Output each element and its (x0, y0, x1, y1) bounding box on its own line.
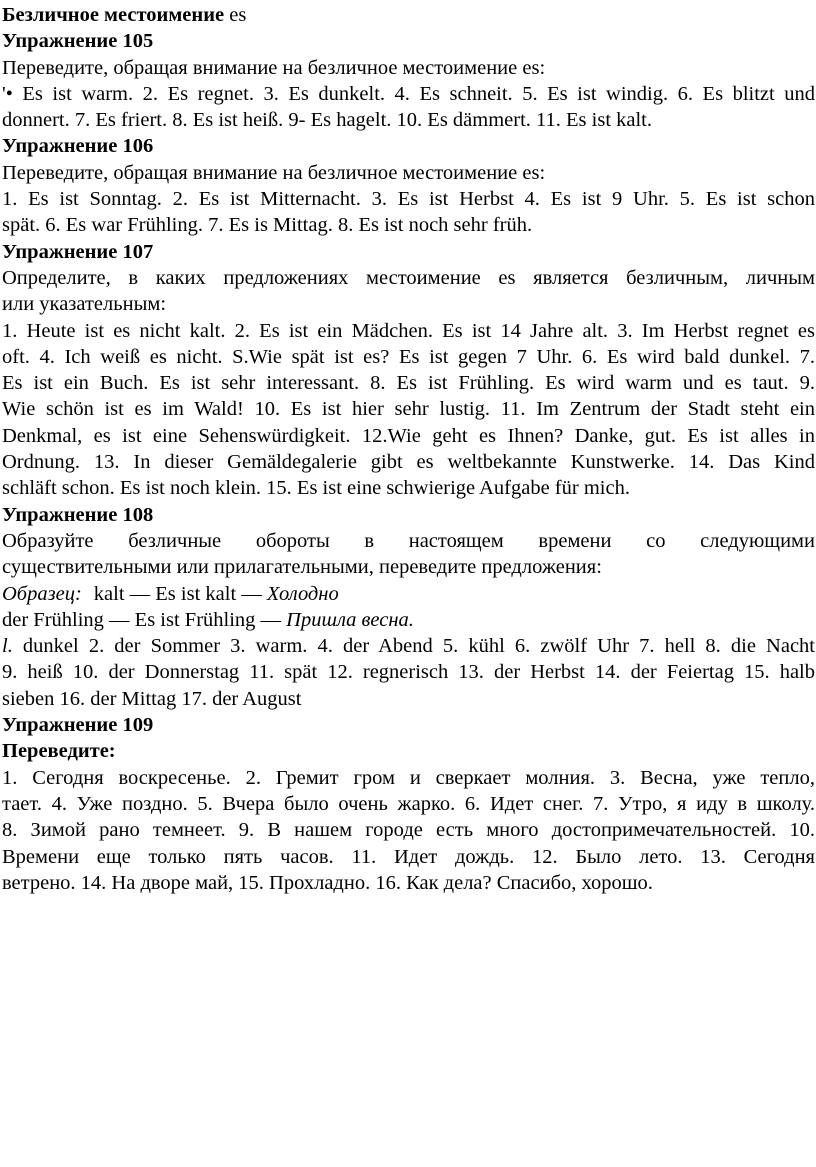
ex107-heading: Упражнение 107 (2, 240, 154, 263)
ex108-sample-line (2, 581, 815, 607)
ex109-text-line: Времени еще только пять часов. 11. Идет дождь. 12. Было лето. 13. Сегодня (2, 845, 815, 868)
ex108-sample-label: Образец: (2, 582, 82, 605)
title-bold: Безличное местоимение (2, 4, 225, 26)
ex106-text-line: spät. 6. Es war Frühling. 7. Es is Mittag. 8. Es ist noch sehr früh. (2, 214, 533, 237)
ex105-text-line: donnert. 7. Es friert. 8. Es ist heiß. 9- Es hagelt. 10. Es dämmert. 11. Es ist kalt. (2, 109, 653, 132)
ex108-heading: Упражнение 108 (2, 503, 154, 526)
ex107-text-line: Wie schön ist es im Wald! 10. Es ist hier sehr lustig. 11. Im Zentrum der Stadt steht ein (2, 398, 815, 421)
ex108-instruction: Образуйте безличные обороты в настоящем времени со следующими (2, 529, 815, 552)
ex108-sample-russian: Холодно (266, 582, 339, 605)
ex109-text-line: ветрено. 14. На дворе май, 15. Прохладно. 16. Как дела? Спасибо, хорошо. (2, 871, 653, 894)
ex107-text-line: 1. Heute ist es nicht kalt. 2. Es ist ein Mädchen. Es ist 14 Jahre alt. 3. Im Herbst regnet es (2, 319, 815, 342)
ex105-text-line: '• Es ist warm. 2. Es regnet. 3. Es dunkelt. 4. Es schneit. 5. Es ist windig. 6. Es blitzt und (2, 82, 815, 105)
ex108-list-text: dunkel 2. der Sommer 3. warm. 4. der Abend 5. kühl 6. zwölf Uhr 7. hell 8. die Nacht (12, 635, 815, 658)
ex109-text-line: 1. Сегодня воскресенье. 2. Гремит гром и сверкает молния. 3. Весна, уже тепло, (2, 766, 815, 789)
ex108-instruction: существительными или прилагательными, переведите предложения: (2, 556, 602, 579)
ex106-text-line: 1. Es ist Sonntag. 2. Es ist Mitternacht. 3. Es ist Herbst 4. Es ist 9 Uhr. 5. Es ist schon (2, 188, 815, 211)
ex107-instruction: Определите, в каких предложениях местоимение es является безличным, личным (2, 266, 815, 289)
ex108-list-line: sieben 16. der Mittag 17. der August (2, 687, 302, 710)
ex109-heading: Упражнение 109 (2, 714, 154, 737)
page-title (2, 2, 815, 28)
ex105-heading: Упражнение 105 (2, 30, 154, 53)
ex108-list-line (2, 633, 815, 659)
ex108-list-line: 9. heiß 10. der Donnerstag 11. spät 12. regnerisch 13. der Herbst 14. der Feiertag 15. halb (2, 661, 815, 684)
ex106-heading: Упражнение 106 (2, 135, 154, 158)
ex107-instruction: или указательным: (2, 293, 167, 316)
ex108-sample-russian: Пришла весна. (286, 608, 414, 631)
ex107-text-line: oft. 4. Ich weiß es nicht. S.Wie spät ist es? Es ist gegen 7 Uhr. 6. Es wird bald dunkel. 7. (2, 345, 815, 368)
ex107-text-line: Ordnung. 13. In dieser Gemäldegalerie gibt es weltbekannte Kunstwerke. 14. Das Kind (2, 451, 815, 474)
title-plain: es (224, 4, 247, 26)
ex109-subheading: Переведите: (2, 740, 116, 763)
ex109-text-line: 8. Зимой рано темнеет. 9. В нашем городе есть много достопримечательностей. 10. (2, 819, 815, 842)
ex107-text-line: Denkmal, es ist eine Sehenswürdigkeit. 12.Wie geht es Ihnen? Danke, gut. Es ist alles in (2, 424, 815, 447)
ex107-text-line: schläft schon. Es ist noch klein. 15. Es ist eine schwierige Aufgabe für mich. (2, 477, 630, 500)
ex107-text-line: Es ist ein Buch. Es ist sehr interessant. 8. Es ist Frühling. Es wird warm und es taut. 9. (2, 372, 815, 395)
ex108-sample-german: kalt — Es ist kalt — (93, 582, 267, 605)
ex105-instruction: Переведите, обращая внимание на безличное местоимение es: (2, 56, 546, 79)
ex108-sample-line (2, 607, 815, 633)
ex108-sample-german: der Frühling — Es ist Frühling — (2, 608, 287, 631)
ex106-instruction: Переведите, обращая внимание на безличное местоимение es: (2, 161, 546, 184)
ex108-list-first-number: l. (2, 635, 13, 658)
ex109-text-line: тает. 4. Уже поздно. 5. Вчера было очень жарко. 6. Идет снег. 7. Утро, я иду в школу. (2, 792, 815, 815)
